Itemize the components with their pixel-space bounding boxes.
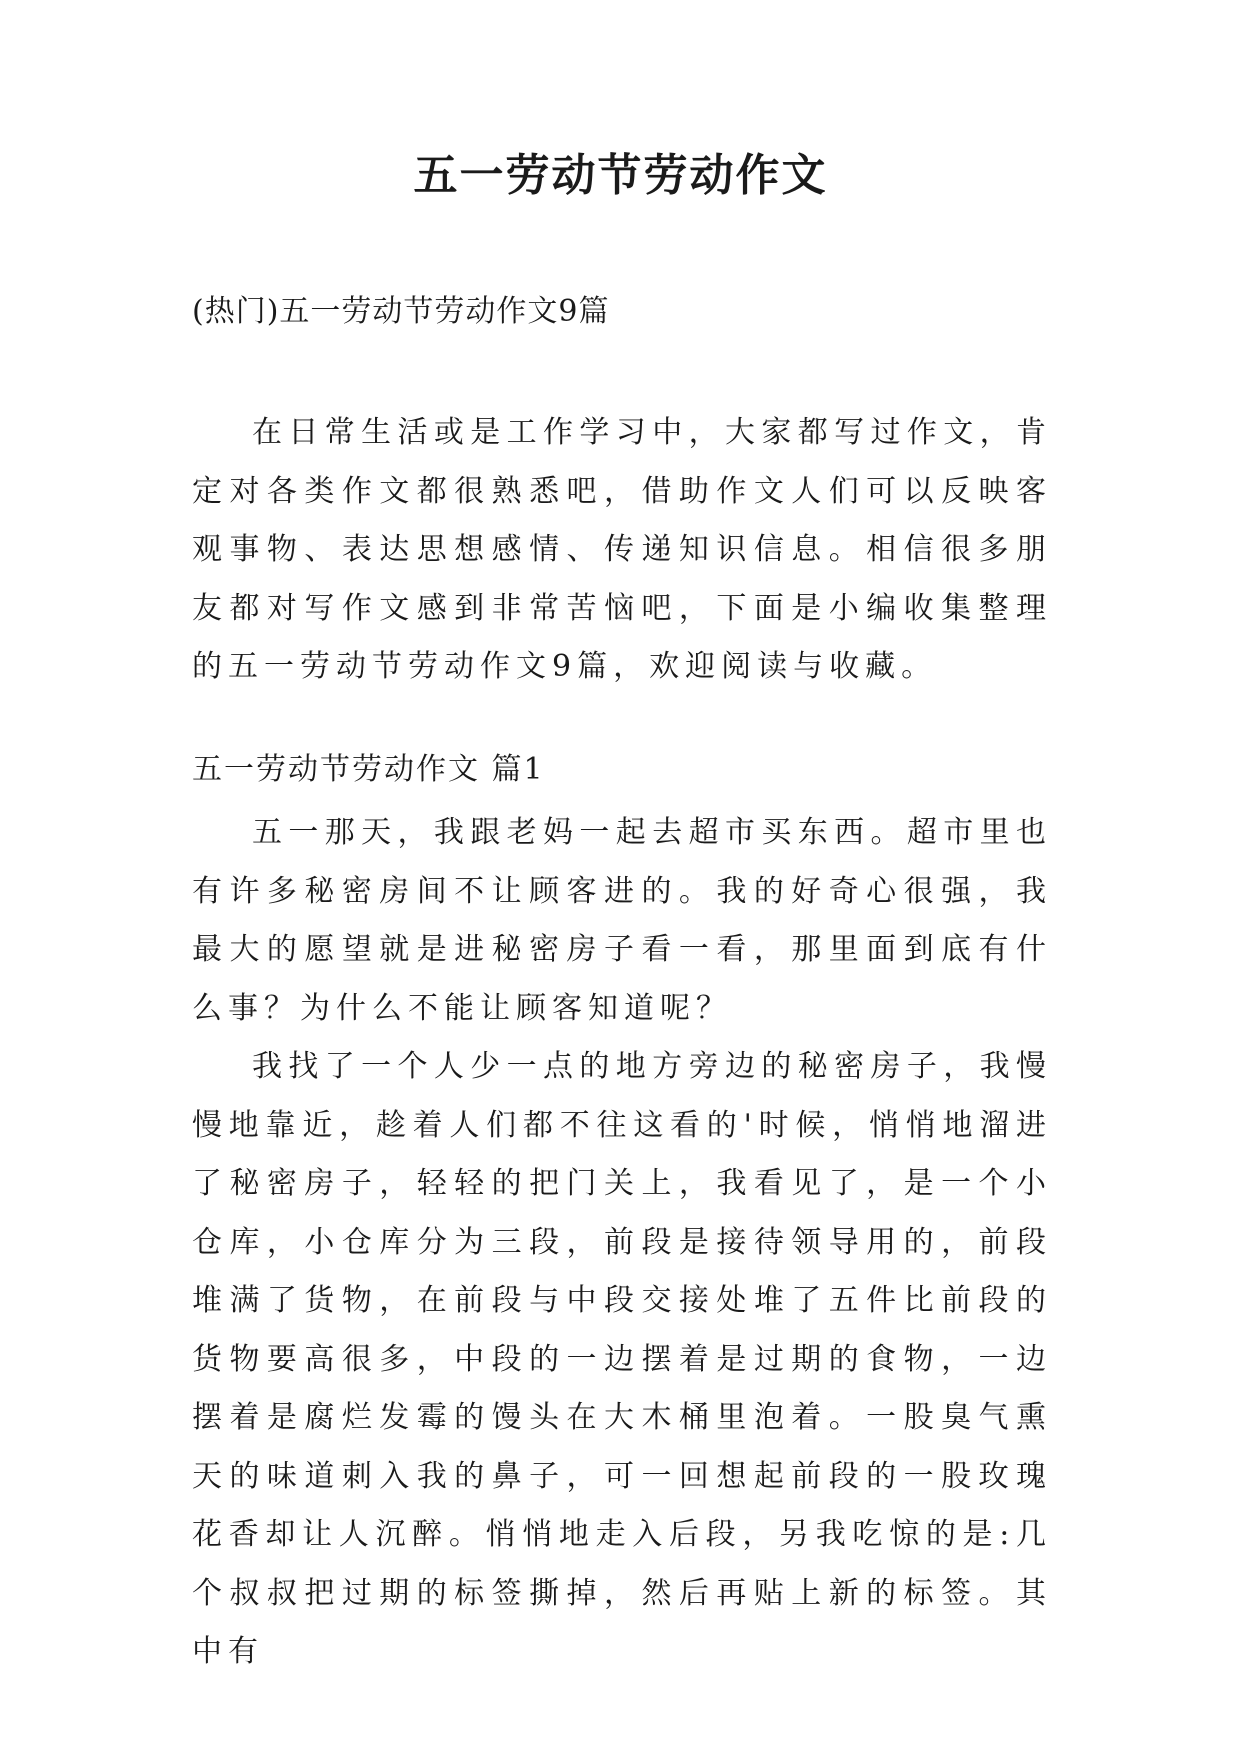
body-paragraph-1: 五一那天，我跟老妈一起去超市买东西。超市里也有许多秘密房间不让顾客进的。我的好奇心很强，我最大的愿望就是进秘密房子看一看，那里面到底有什么事？为什么不能让顾客知道呢？ <box>192 815 1052 1026</box>
body-paragraph-2: 我找了一个人少一点的地方旁边的秘密房子，我慢慢地靠近，趁着人们都不往这看的'时候，悄悄地溜进了秘密房子，轻轻的把门关上，我看见了，是一个小仓库，小仓库分为三段，前段是接待领导用的，前段堆满了货物，在前段与中段交接处堆了五件比前段的货物要高很多，中段的一边摆着是过期的食物，一边摆着是腐烂发霉的馒头在大木桶里泡着。一股臭气熏天的味道刺入我的鼻子，可一回想起前段的一股玫瑰花香却让人沉醉。悄悄地走入后段，另我吃惊的是:几个叔叔把过期的标签撕掉，然后再贴上新的标签。其中有 <box>192 1049 1052 1669</box>
document-title: 五一劳动节劳动作文 <box>413 150 828 201</box>
document-subtitle: (热门)五一劳动节劳动作文9篇 <box>192 294 610 329</box>
section-heading: 五一劳动节劳动作文 篇1 <box>192 752 545 787</box>
section-body <box>192 804 1052 1682</box>
intro-paragraph: 在日常生活或是工作学习中，大家都写过作文，肯定对各类作文都很熟悉吧，借助作文人们可以反映客观事物、表达思想感情、传递知识信息。相信很多朋友都对写作文感到非常苦恼吧，下面是小编收集整理的五一劳动节劳动作文9篇，欢迎阅读与收藏。 <box>192 415 1052 684</box>
